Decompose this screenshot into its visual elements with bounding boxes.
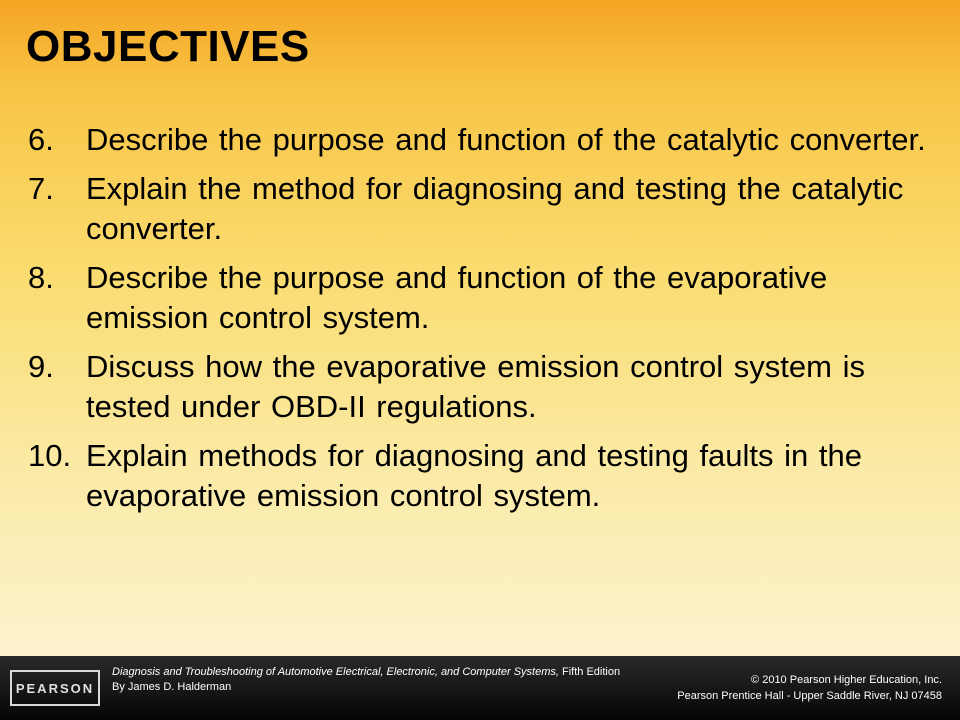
footer-bar [0, 656, 960, 720]
objective-item [28, 436, 928, 516]
objective-text: Describe the purpose and function of the catalytic converter. [86, 122, 926, 157]
book-citation [112, 665, 620, 695]
objective-number: 9. [28, 349, 54, 384]
publisher-text: Pearson Prentice Hall - Upper Saddle River, NJ 07458 [677, 690, 942, 702]
objective-text: Describe the purpose and function of the evaporative emission control system. [86, 260, 828, 335]
objectives-list [28, 120, 928, 525]
objective-item [28, 258, 928, 338]
copyright-block [677, 672, 942, 704]
objective-text: Explain methods for diagnosing and testing faults in the evaporative emission control system. [86, 438, 862, 513]
copyright-text: © 2010 Pearson Higher Education, Inc. [751, 674, 942, 686]
objective-text: Explain the method for diagnosing and testing the catalytic converter. [86, 171, 904, 246]
objective-number: 8. [28, 260, 54, 295]
objective-number: 7. [28, 171, 54, 206]
objective-item [28, 169, 928, 249]
objective-number: 10. [28, 438, 72, 473]
objective-number: 6. [28, 122, 54, 157]
book-edition: Fifth Edition [558, 666, 621, 678]
objective-text: Discuss how the evaporative emission control system is tested under OBD-II regulations. [86, 349, 865, 424]
slide-title: OBJECTIVES [26, 22, 310, 71]
objective-item [28, 120, 928, 160]
objective-item [28, 347, 928, 427]
pearson-logo: PEARSON [10, 670, 100, 706]
book-author: By James D. Halderman [112, 681, 232, 693]
book-title: Diagnosis and Troubleshooting of Automotive Electrical, Electronic, and Computer Systems, [112, 666, 559, 678]
